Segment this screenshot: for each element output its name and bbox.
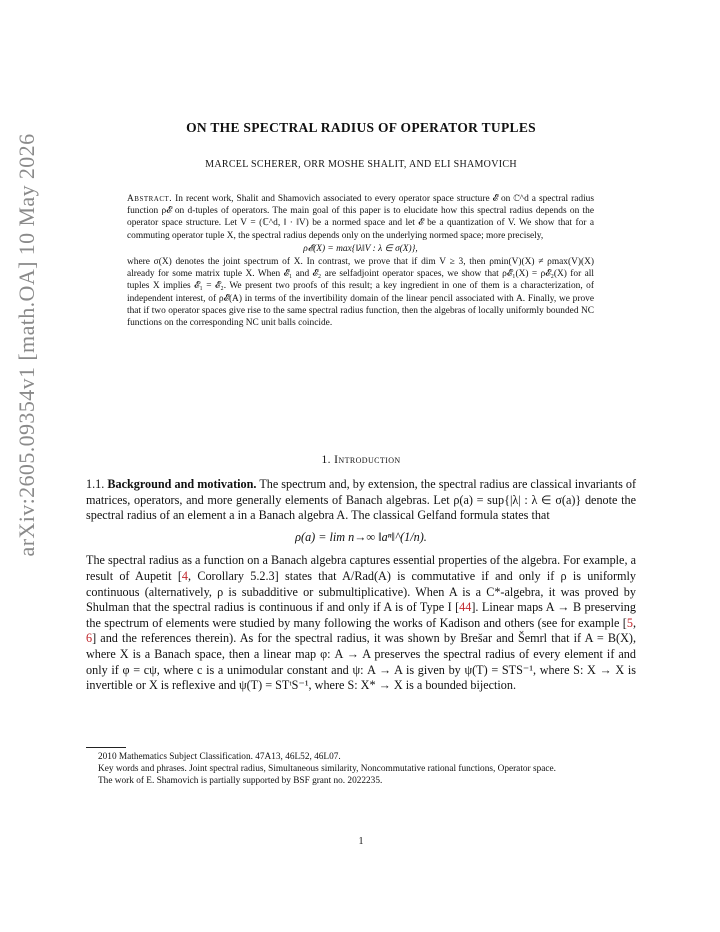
- section-number: 1.: [321, 454, 331, 466]
- abstract-paragraph-1: [127, 193, 594, 242]
- abstract-label: Abstract.: [127, 194, 173, 204]
- paper-authors: MARCEL SCHERER, ORR MOSHE SHALIT, AND ELI SHAMOVICH: [205, 159, 517, 170]
- arxiv-stamp: [0, 0, 54, 932]
- body-paragraph-1-text: The spectrum and, by extension, the spectral radius are classical invariants of matrices, operators, and more generally elements of Banach algebras. Let ρ(a) = sup{|λ| : λ ∈ σ(a)} denote the spectral radius of an element a in a Banach algebra A. The classical Gelfand formula states that: [86, 477, 637, 523]
- body-text-segment: ] and the references therein). As for the spectral radius, it was shown by Brešar and Šemrl that if A = B(X), where X is a Banach space, then a linear map φ: A → A preserves the spectral radius of every element if and only if φ = cψ, where c is a unimodular constant and ψ: A → A is given by ψ(T) = STS⁻¹, where S: X → X is invertible or X is reflexive and ψ(T) = STᵗS⁻¹, where S: X* → X is a bounded bijection.: [86, 631, 636, 693]
- subsection-number: 1.1.: [86, 477, 105, 491]
- citation-link[interactable]: 5: [626, 615, 633, 630]
- body-paragraph-2: [86, 553, 636, 693]
- page-number: 1: [358, 836, 364, 847]
- footnote-grant: The work of E. Shamovich is partially supported by BSF grant no. 2022235.: [98, 775, 383, 786]
- citation-link[interactable]: 44: [459, 600, 472, 615]
- arxiv-identifier: arXiv:2605.09354v1 [math.OA] 10 May 2026: [14, 133, 39, 557]
- abstract-equation: ρ𝓔(X) = max{‖λ‖V : λ ∈ σ(X)},: [303, 243, 418, 254]
- section-heading: [86, 454, 636, 466]
- abstract-text-1: In recent work, Shalit and Shamovich associated to every operator space structure 𝓔 on ℂ^d a spectral radius function ρ𝓔 on d-tuples of operators. The main goal of this paper is to elucidate how this spectral radius depends on the operator space structure. Let V = (ℂ^d, ‖ · ‖V) be a normed space and let 𝓔 be a quantization of V. We show that for a commuting operator tuple X, the spectral radius depends only on the underlying normed space; more precisely,: [127, 194, 595, 241]
- body-text-segment: The spectral radius as a function on a Banach algebra captures essential properties of the algebra. For example, a result of Aupetit [: [86, 553, 636, 583]
- gelfand-formula: ρ(a) = lim n→∞ ‖aⁿ‖^(1/n).: [295, 529, 427, 544]
- body-text-segment: , Corollary 5.2.3] states that A/Rad(A) is commutative if and only if ρ is uniformly continuous (alternatively, ρ is subadditive or submultiplicative). When A is a C*-algebra, it was proved by Shulman that the spectral radius is continuous if and only if A is of Type I [: [86, 568, 636, 615]
- abstract-paragraph-2: where σ(X) denotes the joint spectrum of X. In contrast, we prove that if dim V ≥ 3, then ρmin(V)(X) ≠ ρmax(V)(X) already for some matrix tuple X. When 𝓔₁ and 𝓔₂ are selfadjoint operator spaces, we show that ρ𝓔₁(X) = ρ𝓔₂(X) for all tuples X implies 𝓔₁ = 𝓔₂. We present two proofs of this result; a key ingredient in one of them is a characterization, of independent interest, of ρ𝓔(A) in terms of the invertibility domain of the linear pencil associated with A. Finally, we prove that if two operator spaces give rise to the same spectral radius function, then the algebras of locally uniformly bounded NC functions on the corresponding NC unit balls coincide.: [127, 257, 594, 329]
- paper-title: ON THE SPECTRAL RADIUS OF OPERATOR TUPLES: [186, 120, 536, 135]
- footnote-rule: [86, 747, 126, 748]
- citation-link[interactable]: 6: [86, 631, 93, 646]
- abstract: [127, 193, 594, 329]
- citation-link[interactable]: 4: [181, 568, 189, 583]
- body-text-segment: ]. Linear maps A → B preserving the spectrum of elements were studied by many following the works of Kadison and others (see for example [: [86, 600, 636, 630]
- footnotes: [86, 752, 636, 787]
- body-text-segment: ,: [632, 615, 636, 630]
- section-title: Introduction: [334, 454, 401, 466]
- footnote-keywords: Key words and phrases. Joint spectral radius, Simultaneous similarity, Noncommutative rational functions, Operator space.: [98, 763, 556, 774]
- body-text: [86, 477, 636, 694]
- body-paragraph-1: [86, 477, 636, 524]
- subsection-title: Background and motivation.: [107, 477, 257, 491]
- footnote-msc: 2010 Mathematics Subject Classification. 47A13, 46L52, 46L07.: [98, 752, 341, 762]
